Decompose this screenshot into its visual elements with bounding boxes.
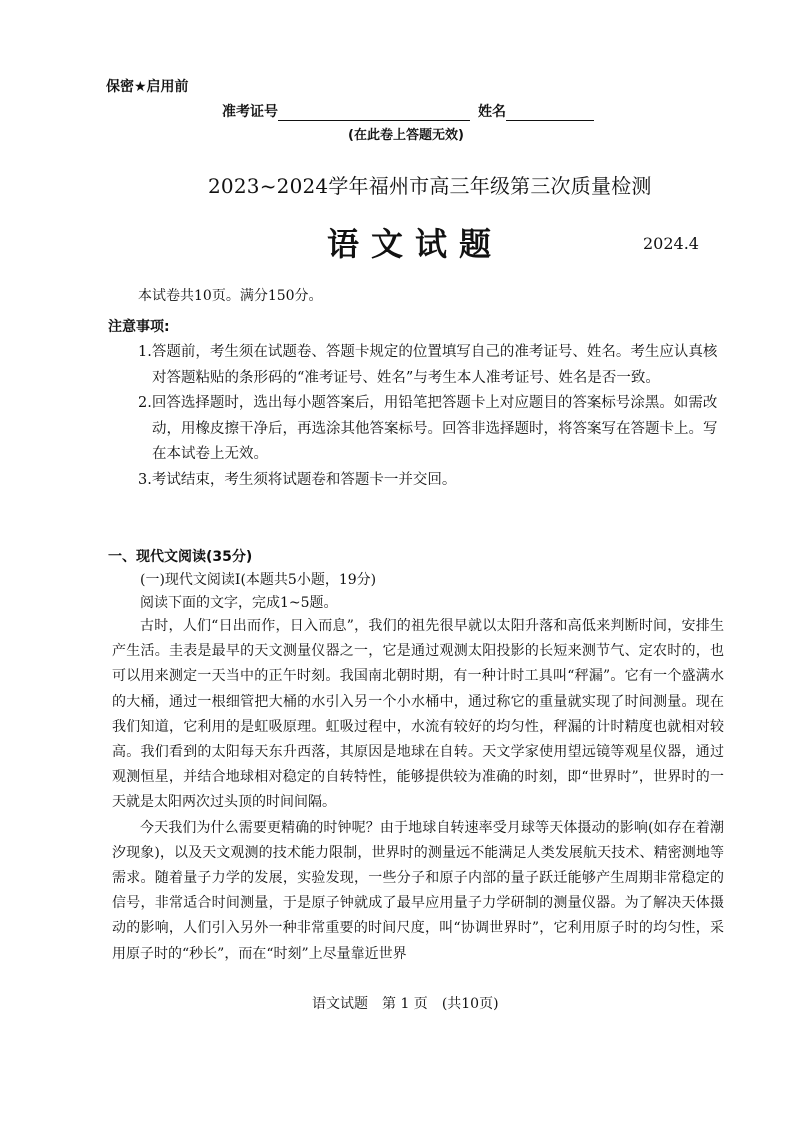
candidate-info-line: [222, 101, 594, 121]
name-label: 姓名: [478, 104, 506, 120]
notice-list: [138, 340, 724, 493]
passage-paragraph: 今天我们为什么需要更精确的时钟呢？由于地球自转速率受月球等天体摄动的影响(如存在着潮汐现象)，以及天文观测的技术能力限制，世界时的测量远不能满足人类发展航天技术、精密测地等需求。随着量子力学的发展，实验发现，一些分子和原子内部的量子跃迁能够产生周期非常稳定的信号，非常适合时间测量，于是原子钟就成了最早应用量子力学研制的测量仪器。为了解决天体摄动的影响，人们引入另外一种非常重要的时间尺度，叫“协调世界时”，它利用原子时的均匀性，采用原子时的“秒长”，而在“时刻”上尽量靠近世界: [112, 819, 724, 962]
invalid-note: (在此卷上答题无效): [348, 128, 464, 143]
reading-passage: [112, 614, 724, 967]
footer-total-pages: (共10页): [441, 996, 499, 1012]
exam-title: 2023~2024学年福州市高三年级第三次质量检测: [208, 174, 652, 198]
name-field[interactable]: [506, 104, 594, 121]
subject-title: 语文试题: [327, 225, 504, 263]
footer-subject: 语文试题: [312, 996, 368, 1012]
passage-paragraph: 古时，人们“日出而作，日入而息”，我们的祖先很早就以太阳升落和高低来判断时间，安排生产生活。圭表是最早的天文测量仪器之一，它是通过观测太阳投影的长短来测节气、定农时的，也可以用来测定一天当中的正午时刻。我国南北朝时期，有一种计时工具叫“秤漏”。它有一个盛满水的大桶，通过一根细管把大桶的水引入另一个小水桶中，通过称它的重量就实现了时间测量。现在我们知道，它利用的是虹吸原理。虹吸过程中，水流有较好的均匀性，秤漏的计时精度也就相对较高。我们看到的太阳每天东升西落，其原因是地球在自转。天文学家使用望远镜等观星仪器，通过观测恒星，并结合地球相对稳定的自转特性，能够提供较为准确的时刻，即“世界时”，世界时的一天就是太阳两次过头顶的时间间隔。: [112, 618, 724, 811]
notice-item: 1.答题前，考生须在试题卷、答题卡规定的位置填写自己的准考证号、姓名。考生应认真核对答题粘贴的条形码的“准考证号、姓名”与考生本人准考证号、姓名是否一致。: [138, 344, 718, 386]
paper-total-info: 本试卷共10页。满分150分。: [138, 288, 323, 304]
notice-heading: 注意事项:: [108, 319, 170, 335]
exam-id-field[interactable]: [278, 104, 470, 121]
exam-id-label: 准考证号: [222, 104, 278, 120]
confidential-label: 保密★启用前: [106, 79, 189, 95]
exam-date: 2024.4: [643, 234, 699, 253]
page-footer: [312, 993, 499, 1013]
notice-item: 2.回答选择题时，选出每小题答案后，用铅笔把答题卡上对应题目的答案标号涂黑。如需改动，用橡皮擦干净后，再选涂其他答案标号。回答非选择题时，将答案写在答题卡上。写在本试卷上无效。: [138, 395, 718, 462]
reading-instruction: 阅读下面的文字，完成1~5题。: [140, 595, 338, 611]
subsection-heading: (一)现代文阅读Ⅰ(本题共5小题，19分): [140, 572, 377, 588]
notice-item: 3.考试结束，考生须将试题卷和答题卡一并交回。: [138, 471, 457, 488]
section-heading: 一、现代文阅读(35分): [108, 549, 253, 565]
footer-page-number: 第 1 页: [382, 996, 428, 1012]
